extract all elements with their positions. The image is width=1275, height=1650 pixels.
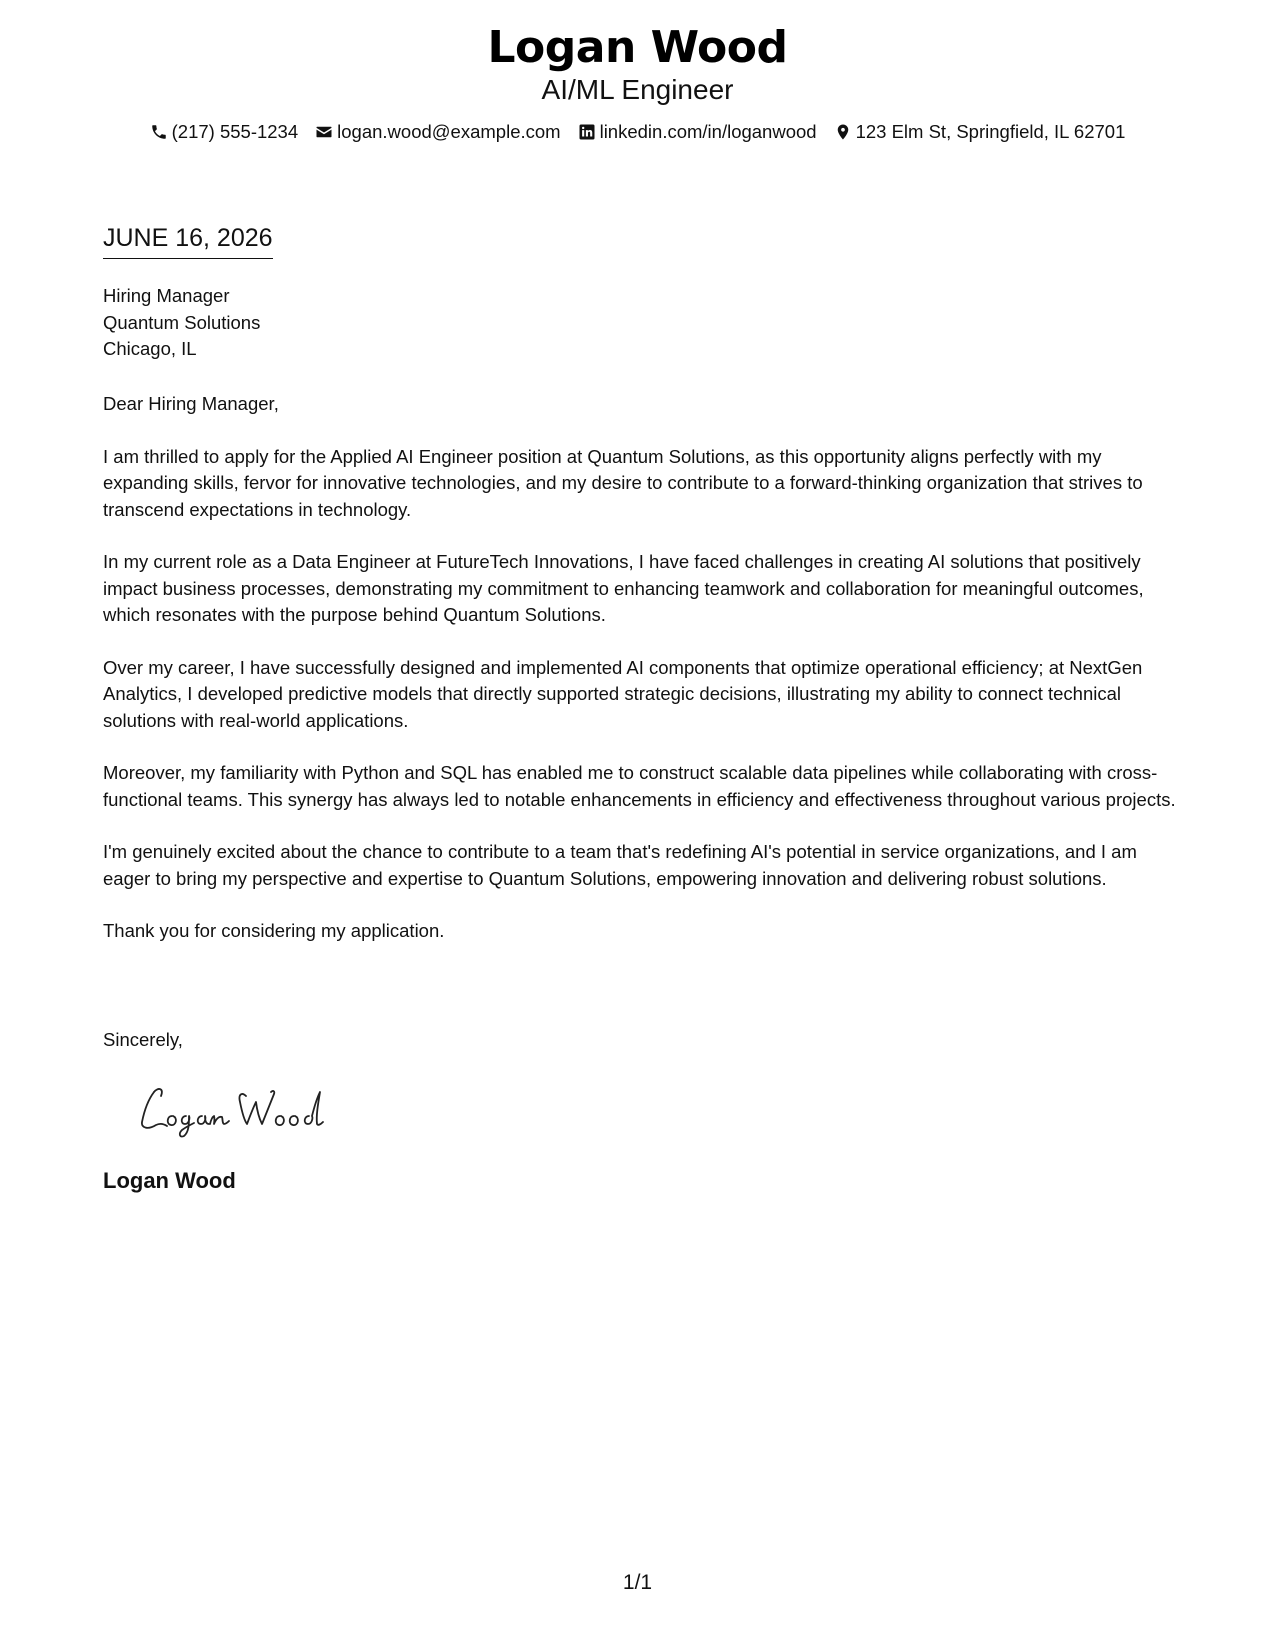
recipient-line: Quantum Solutions (103, 311, 261, 333)
contact-bar (0, 120, 1275, 144)
closing: Sincerely, (103, 1029, 183, 1050)
recipient-line: Hiring Manager (103, 285, 230, 306)
contact-linkedin-text: linkedin.com/in/loganwood (599, 121, 817, 142)
contact-address-text: 123 Elm St, Springfield, IL 62701 (855, 121, 1126, 142)
body-paragraph: Over my career, I have successfully designed and implemented AI components that optimize operational efficiency; at NextGen Analytics, I developed predictive models that directly supported strategic decisions, illustrating my ability to connect technical solutions with real-world applications. (103, 656, 1143, 731)
salutation: Dear Hiring Manager, (103, 393, 279, 414)
contact-email-text: logan.wood@example.com (337, 121, 561, 142)
contact-linkedin[interactable] (578, 120, 817, 144)
contact-email[interactable] (315, 120, 560, 144)
applicant-title: AI/ML Engineer (541, 74, 734, 105)
body-paragraph: I'm genuinely excited about the chance to contribute to a team that's redefining AI's potential in service organizations, and I am eager to bring my perspective and expertise to Quantum Solutions, empowering innovation and delivering robust solutions. (103, 841, 1137, 889)
contact-phone (150, 120, 299, 144)
letter-header (0, 22, 1275, 144)
recipient-line: Chicago, IL (103, 338, 197, 359)
envelope-icon (315, 123, 333, 141)
map-pin-icon (834, 123, 852, 141)
phone-icon (150, 123, 168, 141)
body-paragraph: Thank you for considering my application. (103, 920, 445, 941)
applicant-name: Logan Wood (487, 22, 788, 73)
body-paragraph: I am thrilled to apply for the Applied AI Engineer position at Quantum Solutions, as this opportunity aligns perfectly with my expanding skills, fervor for innovative technologies, and my desire to contribute to a forward-thinking organization that strives to transcend expectations in technology. (103, 445, 1143, 520)
linkedin-icon (578, 123, 596, 141)
contact-phone-text: (217) 555-1234 (171, 121, 299, 142)
handwritten-signature (134, 1078, 334, 1138)
body-paragraph: Moreover, my familiarity with Python and SQL has enabled me to construct scalable data pipelines while collaborating with cross-functional teams. This synergy has always led to notable enhancements in efficiency and effectiveness throughout various projects. (103, 762, 1176, 810)
letter-body (103, 391, 1178, 971)
recipient-block (103, 283, 260, 363)
contact-address (834, 120, 1126, 144)
letter-date: JUNE 16, 2026 (103, 222, 273, 259)
body-paragraph: In my current role as a Data Engineer at FutureTech Innovations, I have faced challenges in creating AI solutions that positively impact business processes, demonstrating my commitment to enhancing teamwork and collaboration for meaningful outcomes, which resonates with the purpose behind Quantum Solutions. (103, 551, 1144, 625)
page-number: 1/1 (622, 1571, 653, 1594)
signed-name: Logan Wood (103, 1168, 236, 1193)
